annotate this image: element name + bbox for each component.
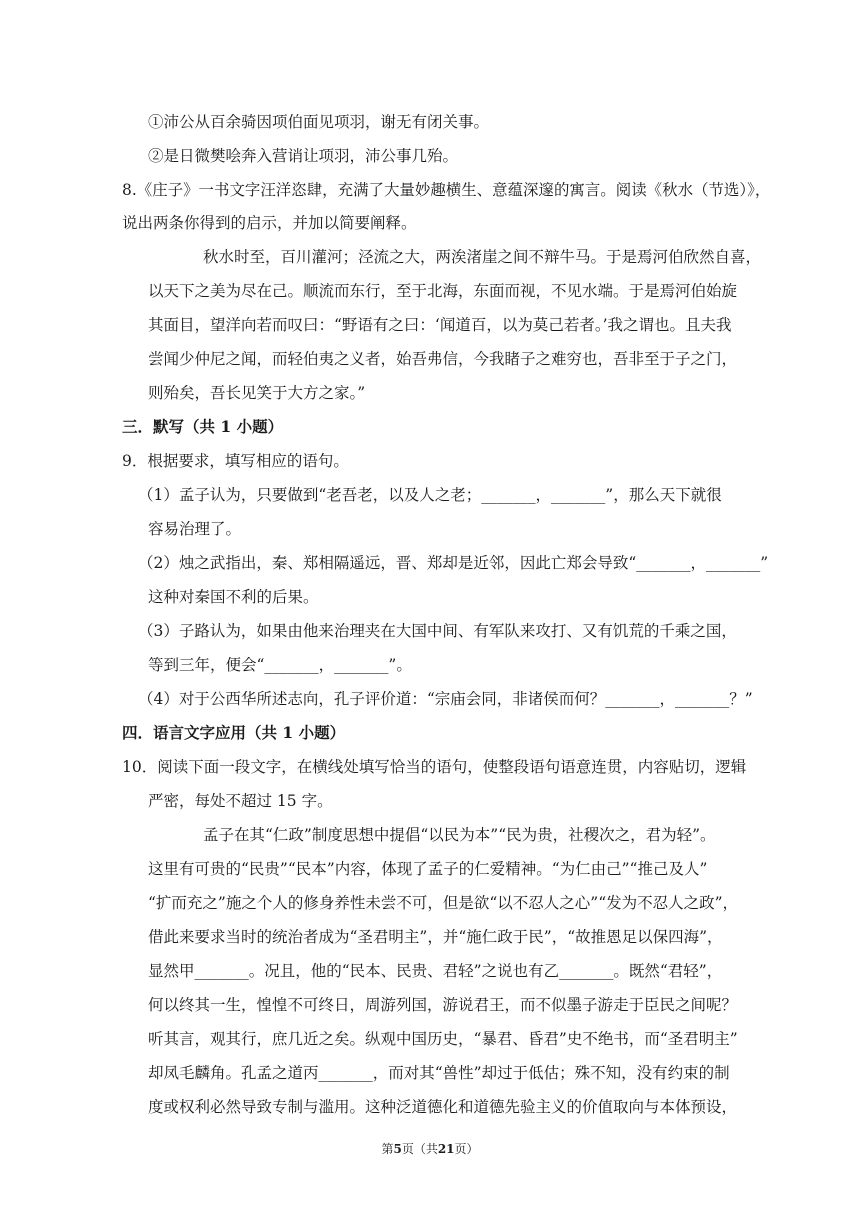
section-heading-4: 四．语言文字应用（共 1 小题） xyxy=(122,723,346,742)
option-2: ②是日微樊哙奔入营诮让项羽，沛公事几殆。 xyxy=(148,147,459,165)
passage-line: 则殆矣，吾长见笑于大方之家。” xyxy=(148,384,366,402)
passage-line: 其面目，望洋向若而叹曰：“野语有之曰：‘闻道百，以为莫己若者。’我之谓也。且夫我 xyxy=(148,316,732,334)
passage-line: “扩而充之”施之个人的修身养性未尝不可，但是欲“以不忍人之心”“发为不忍人之政”， xyxy=(148,894,739,912)
question-8: 8.《庄子》一书文字汪洋恣肆，充满了大量妙趣横生、意蕴深邃的寓言。阅读《秋水（节选）》， xyxy=(122,181,771,199)
page-footer xyxy=(0,1140,860,1157)
footer-middle: 页（共 xyxy=(401,1142,438,1156)
question-9: 9．根据要求，填写相应的语句。 xyxy=(122,452,349,470)
footer-total-pages: 21 xyxy=(437,1142,455,1156)
section-heading-3: 三．默写（共 1 小题） xyxy=(122,417,284,436)
passage-line: 秋水时至，百川灌河；泾流之大，两涘渚崖之间不辩牛马。于是焉河伯欣然自喜， xyxy=(203,248,762,266)
passage-line: 显然甲_______。况且，他的“民本、民贵、君轻”之说也有乙_______。既然“君轻”， xyxy=(148,962,723,980)
passage-line: 孟子在其“仁政”制度思想中提倡“以民为本”“民为贵，社稷次之，君为轻”。 xyxy=(203,826,716,844)
question-8-cont: 说出两条你得到的启示，并加以简要阐释。 xyxy=(122,214,417,232)
footer-page-number: 5 xyxy=(393,1142,402,1156)
passage-line: 这里有可贵的“民贵”“民本”内容，体现了孟子的仁爱精神。“为仁由己”“推己及人” xyxy=(148,860,708,878)
question-9-part-1-cont: 容易治理了。 xyxy=(148,520,242,538)
passage-line: 何以终其一生，惶惶不可终日，周游列国，游说君王，而不似墨子游走于臣民之间呢？ xyxy=(148,996,738,1014)
passage-line: 借此来要求当时的统治者成为“圣君明主”，并“施仁政于民”，“故推恩足以保四海”， xyxy=(148,928,723,946)
passage-line: 却凤毛麟角。孔孟之道丙_______，而对其“兽性”却过于低估；殊不知，没有约束的制 xyxy=(148,1064,730,1082)
question-9-part-3-cont: 等到三年，便会“_______，_______”。 xyxy=(148,656,412,674)
footer-prefix: 第 xyxy=(381,1142,394,1156)
question-10-cont: 严密，每处不超过 15 字。 xyxy=(148,792,333,810)
question-10: 10．阅读下面一段文字，在横线处填写恰当的语句，使整段语句语意连贯，内容贴切，逻辑 xyxy=(122,758,747,776)
passage-line: 以天下之美为尽在己。顺流而东行，至于北海，东面而视，不见水端。于是焉河伯始旋 xyxy=(148,282,738,300)
passage-line: 听其言，观其行，庶几近之矣。纵观中国历史，“暴君、昏君”史不绝书，而“圣君明主” xyxy=(148,1030,738,1048)
footer-suffix: 页） xyxy=(454,1142,479,1156)
option-1: ①沛公从百余骑因项伯面见项羽，谢无有闭关事。 xyxy=(148,113,490,131)
passage-line: 度或权利必然导致专制与滥用。这种泛道德化和道德先验主义的价值取向与本体预设， xyxy=(148,1098,738,1116)
question-9-part-2-cont: 这种对秦国不利的后果。 xyxy=(148,588,319,606)
passage-line: 尝闻少仲尼之闻，而轻伯夷之义者，始吾弗信，今我睹子之难穷也，吾非至于子之门， xyxy=(148,350,738,368)
question-9-part-1: （1）孟子认为，只要做到“老吾老，以及人之老；_______，_______”，那么天下就很 xyxy=(138,486,722,504)
question-9-part-3: （3）子路认为，如果由他来治理夹在大国中间、有军队来攻打、又有饥荒的千乘之国， xyxy=(138,622,737,640)
question-9-part-4: （4）对于公西华所述志向，孔子评价道：“宗庙会同，非诸侯而何？_______，_______？” xyxy=(138,690,753,708)
question-9-part-2: （2）烛之武指出，秦、郑相隔遥远，晋、郑却是近邻，因此亡郑会导致“_______，_______” xyxy=(138,554,769,572)
